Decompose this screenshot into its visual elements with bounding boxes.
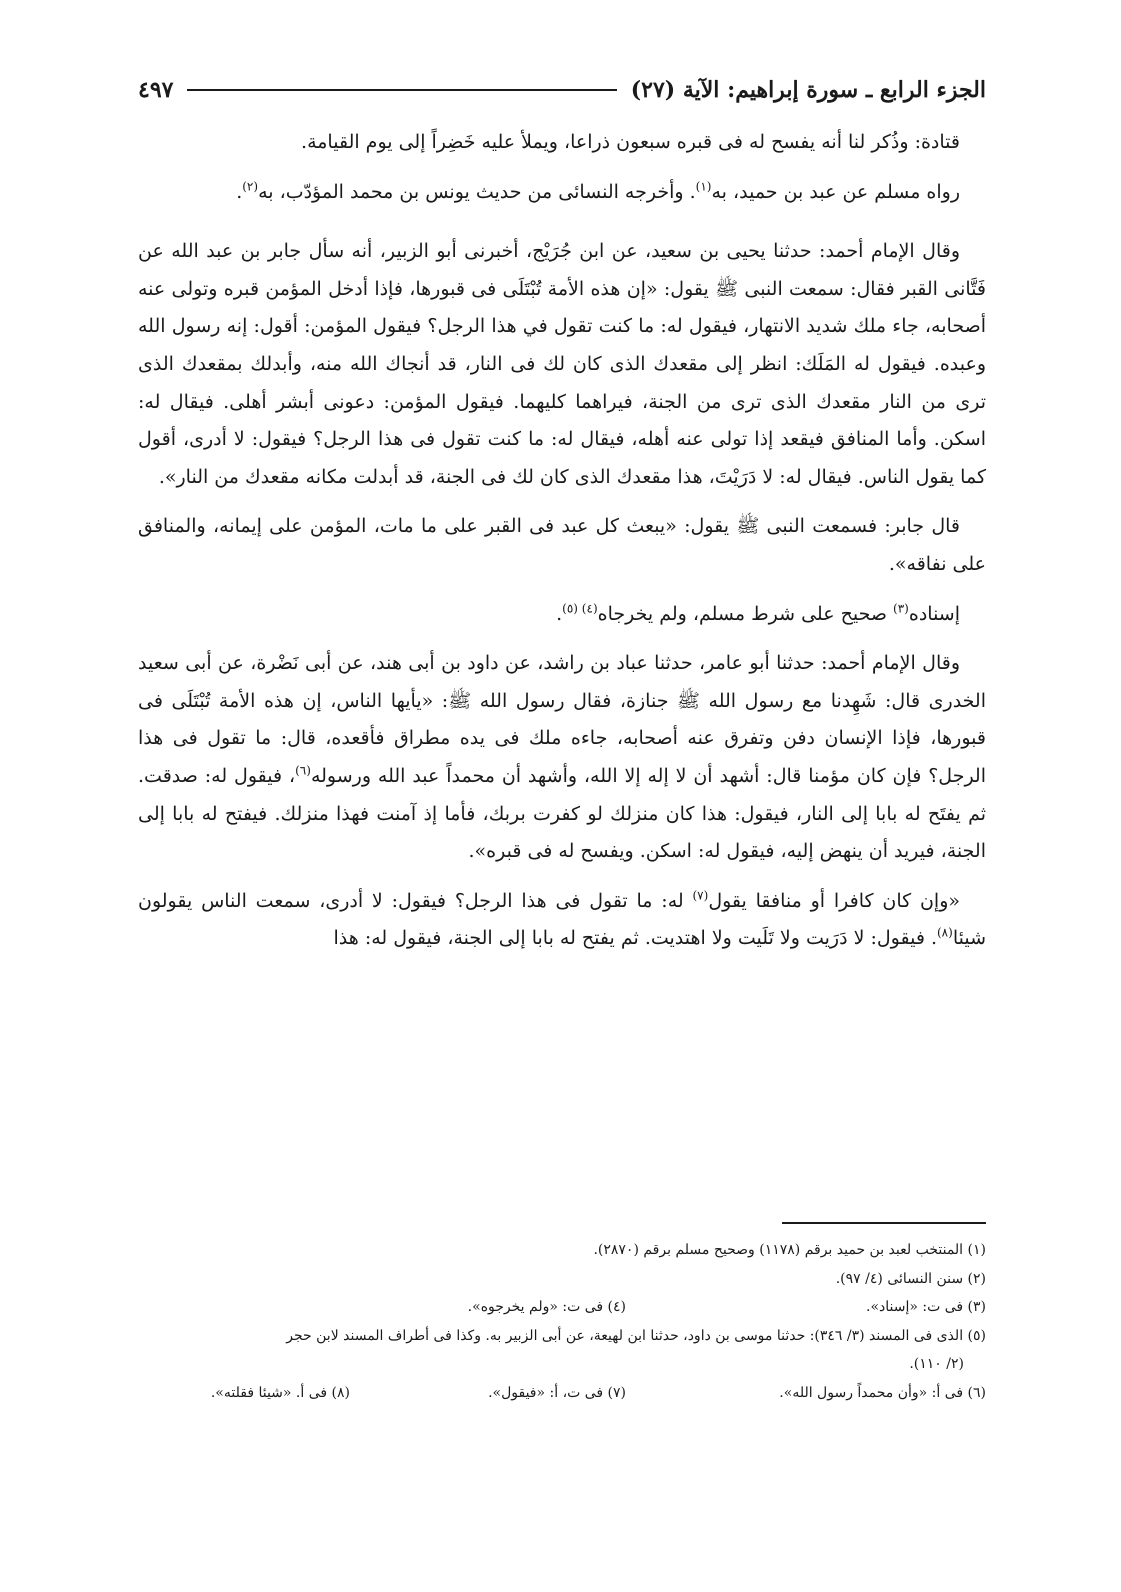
paragraph: إسناده$^{(٣)}$ صحيح على شرط مسلم، ولم يخرجاه$^{(٤) (٥)}$. (556, 601, 960, 625)
footnote-ref: (١) (695, 179, 712, 194)
footnote: (٨) فى أ. «شيئا فقلته». (210, 1384, 350, 1401)
footnote: (١) المنتخب لعبد بن حميد برقم (١١٧٨) وصحيح مسلم برقم (٢٨٧٠). (593, 1242, 986, 1258)
footnote: (٦) فى أ: «وأن محمداً رسول الله». (779, 1384, 986, 1401)
page-number: ٤٩٧ (138, 77, 174, 103)
footnote-separator (782, 1222, 986, 1224)
paragraph: قال جابر: فسمعت النبى ﷺ يقول: «يبعث كل عبد فى القبر على ما مات، المؤمن على إيمانه، والمنافق على نفاقه». (138, 515, 986, 575)
footnote-ref: (٢) (242, 179, 259, 194)
footnote-continuation: (٢/ ١١٠). (909, 1356, 964, 1373)
footnote: (٧) فى ت، أ: «فيقول». (488, 1384, 626, 1401)
footnote: (٢) سنن النسائى (٤/ ٩٧). (835, 1270, 986, 1287)
footnote: (٥) الذى فى المسند (٣/ ٣٤٦): حدثنا موسى بن داود، حدثنا ابن لهيعة، عن أبى الزبير به. وكذا فى أطراف المسند لابن حجر (286, 1327, 986, 1344)
footnote: (٤) فى ت: «ولم يخرجوه». (467, 1299, 626, 1316)
page-header (138, 70, 986, 110)
paragraph: رواه مسلم عن عبد بن حميد، به$^{(١)}$. وأخرجه النسائى من حديث يونس بن محمد المؤدّب، به$^{(٢)}$. (236, 179, 960, 203)
footnotes (138, 1236, 986, 1408)
running-title: الجزء الرابع ـ سورة إبراهيم: الآية (٢٧) (630, 77, 986, 103)
paragraph: وقال الإمام أحمد: حدثنا يحيى بن سعيد، عن ابن جُرَيْج، أخبرنى أبو الزبير، أنه سأل جابر بن عبد الله عن فَتَّانى القبر فقال: سمعت النبى ﷺ يقول: «إن هذه الأمة تُبْتَلَى فى قبورها، فإذا أدخل المؤمن قبره وتولى عنه أصحابه، جاء ملك شديد الانتهار، فيقول له: ما كنت تقول في هذا الرجل؟ فيقول المؤمن: أقول: إنه رسول الله وعبده. فيقول له المَلَك: انظر إلى مقعدك الذى كان لك فى النار، قد أنجاك الله منه، وأبدلك بمقعدك الذى ترى من النار مقعدك الذى ترى من الجنة، فيراهما كليهما. فيقول المؤمن: دعونى أبشر أهلى. فيقال له: اسكن. وأما المنافق فيقعد إذا تولى عنه أهله، فيقال له: ما كنت تقول فى هذا الرجل؟ فيقول: لا أدرى، أقول كما يقول الناس. فيقال له: لا دَرَيْتَ، هذا مقعدك الذى كان لك فى الجنة، قد أبدلت مكانه مقعدك من النار». (138, 240, 986, 488)
footnote-ref: (٤) (٥) (562, 601, 598, 616)
footnote-ref: (٦) (295, 763, 311, 778)
main-text (138, 124, 986, 958)
footnote-ref: (٧) (692, 888, 709, 903)
paragraph: «وإن كان كافرا أو منافقا يقول$^{(٧)}$ له: ما تقول فى هذا الرجل؟ فيقول: لا أدرى، سمعت الناس يقولون شيئا$^{(٨)}$. فيقول: لا دَرَيت ولا تَلَيت ولا اهتديت. ثم يفتح له بابا إلى الجنة، فيقول له: هذا (138, 888, 986, 950)
footnote: (٣) فى ت: «إسناد». (866, 1299, 986, 1316)
footnote-ref: (٣) (893, 601, 909, 616)
footnote-row (138, 1293, 986, 1322)
footnote-row (138, 1379, 986, 1408)
paragraph: وقال الإمام أحمد: حدثنا أبو عامر، حدثنا عباد بن راشد، عن داود بن أبى هند، عن أبى نَضْرة، عن أبى سعيد الخدرى قال: شَهِدنا مع رسول الله ﷺ جنازة، فقال رسول الله ﷺ: «يأيها الناس، إن هذه الأمة تُبْتَلَى فى قبورها، فإذا الإنسان دفن وتفرق عنه أصحابه، جاءه ملك فى يده مطراق فأقعده، قال: ما تقول فى هذا الرجل؟ فإن كان مؤمنا قال: أشهد أن لا إله إلا الله، وأشهد أن محمداً عبد الله ورسوله$^{(٦)}$، فيقول له: صدقت. ثم يفتَح له بابا إلى النار، فيقول: هذا كان منزلك لو كفرت بربك، فأما إذ آمنت فهذا منزلك. فيفتح له بابا إلى الجنة، فيريد أن ينهض إليه، فيقول له: اسكن. ويفسح له فى قبره». (138, 652, 987, 863)
footnote-ref: (٨) (936, 925, 953, 940)
header-rule (187, 89, 616, 91)
paragraph: قتادة: وذُكر لنا أنه يفسح له فى قبره سبعون ذراعا، ويملأ عليه خَضِراً إلى يوم القيامة. (301, 131, 960, 153)
